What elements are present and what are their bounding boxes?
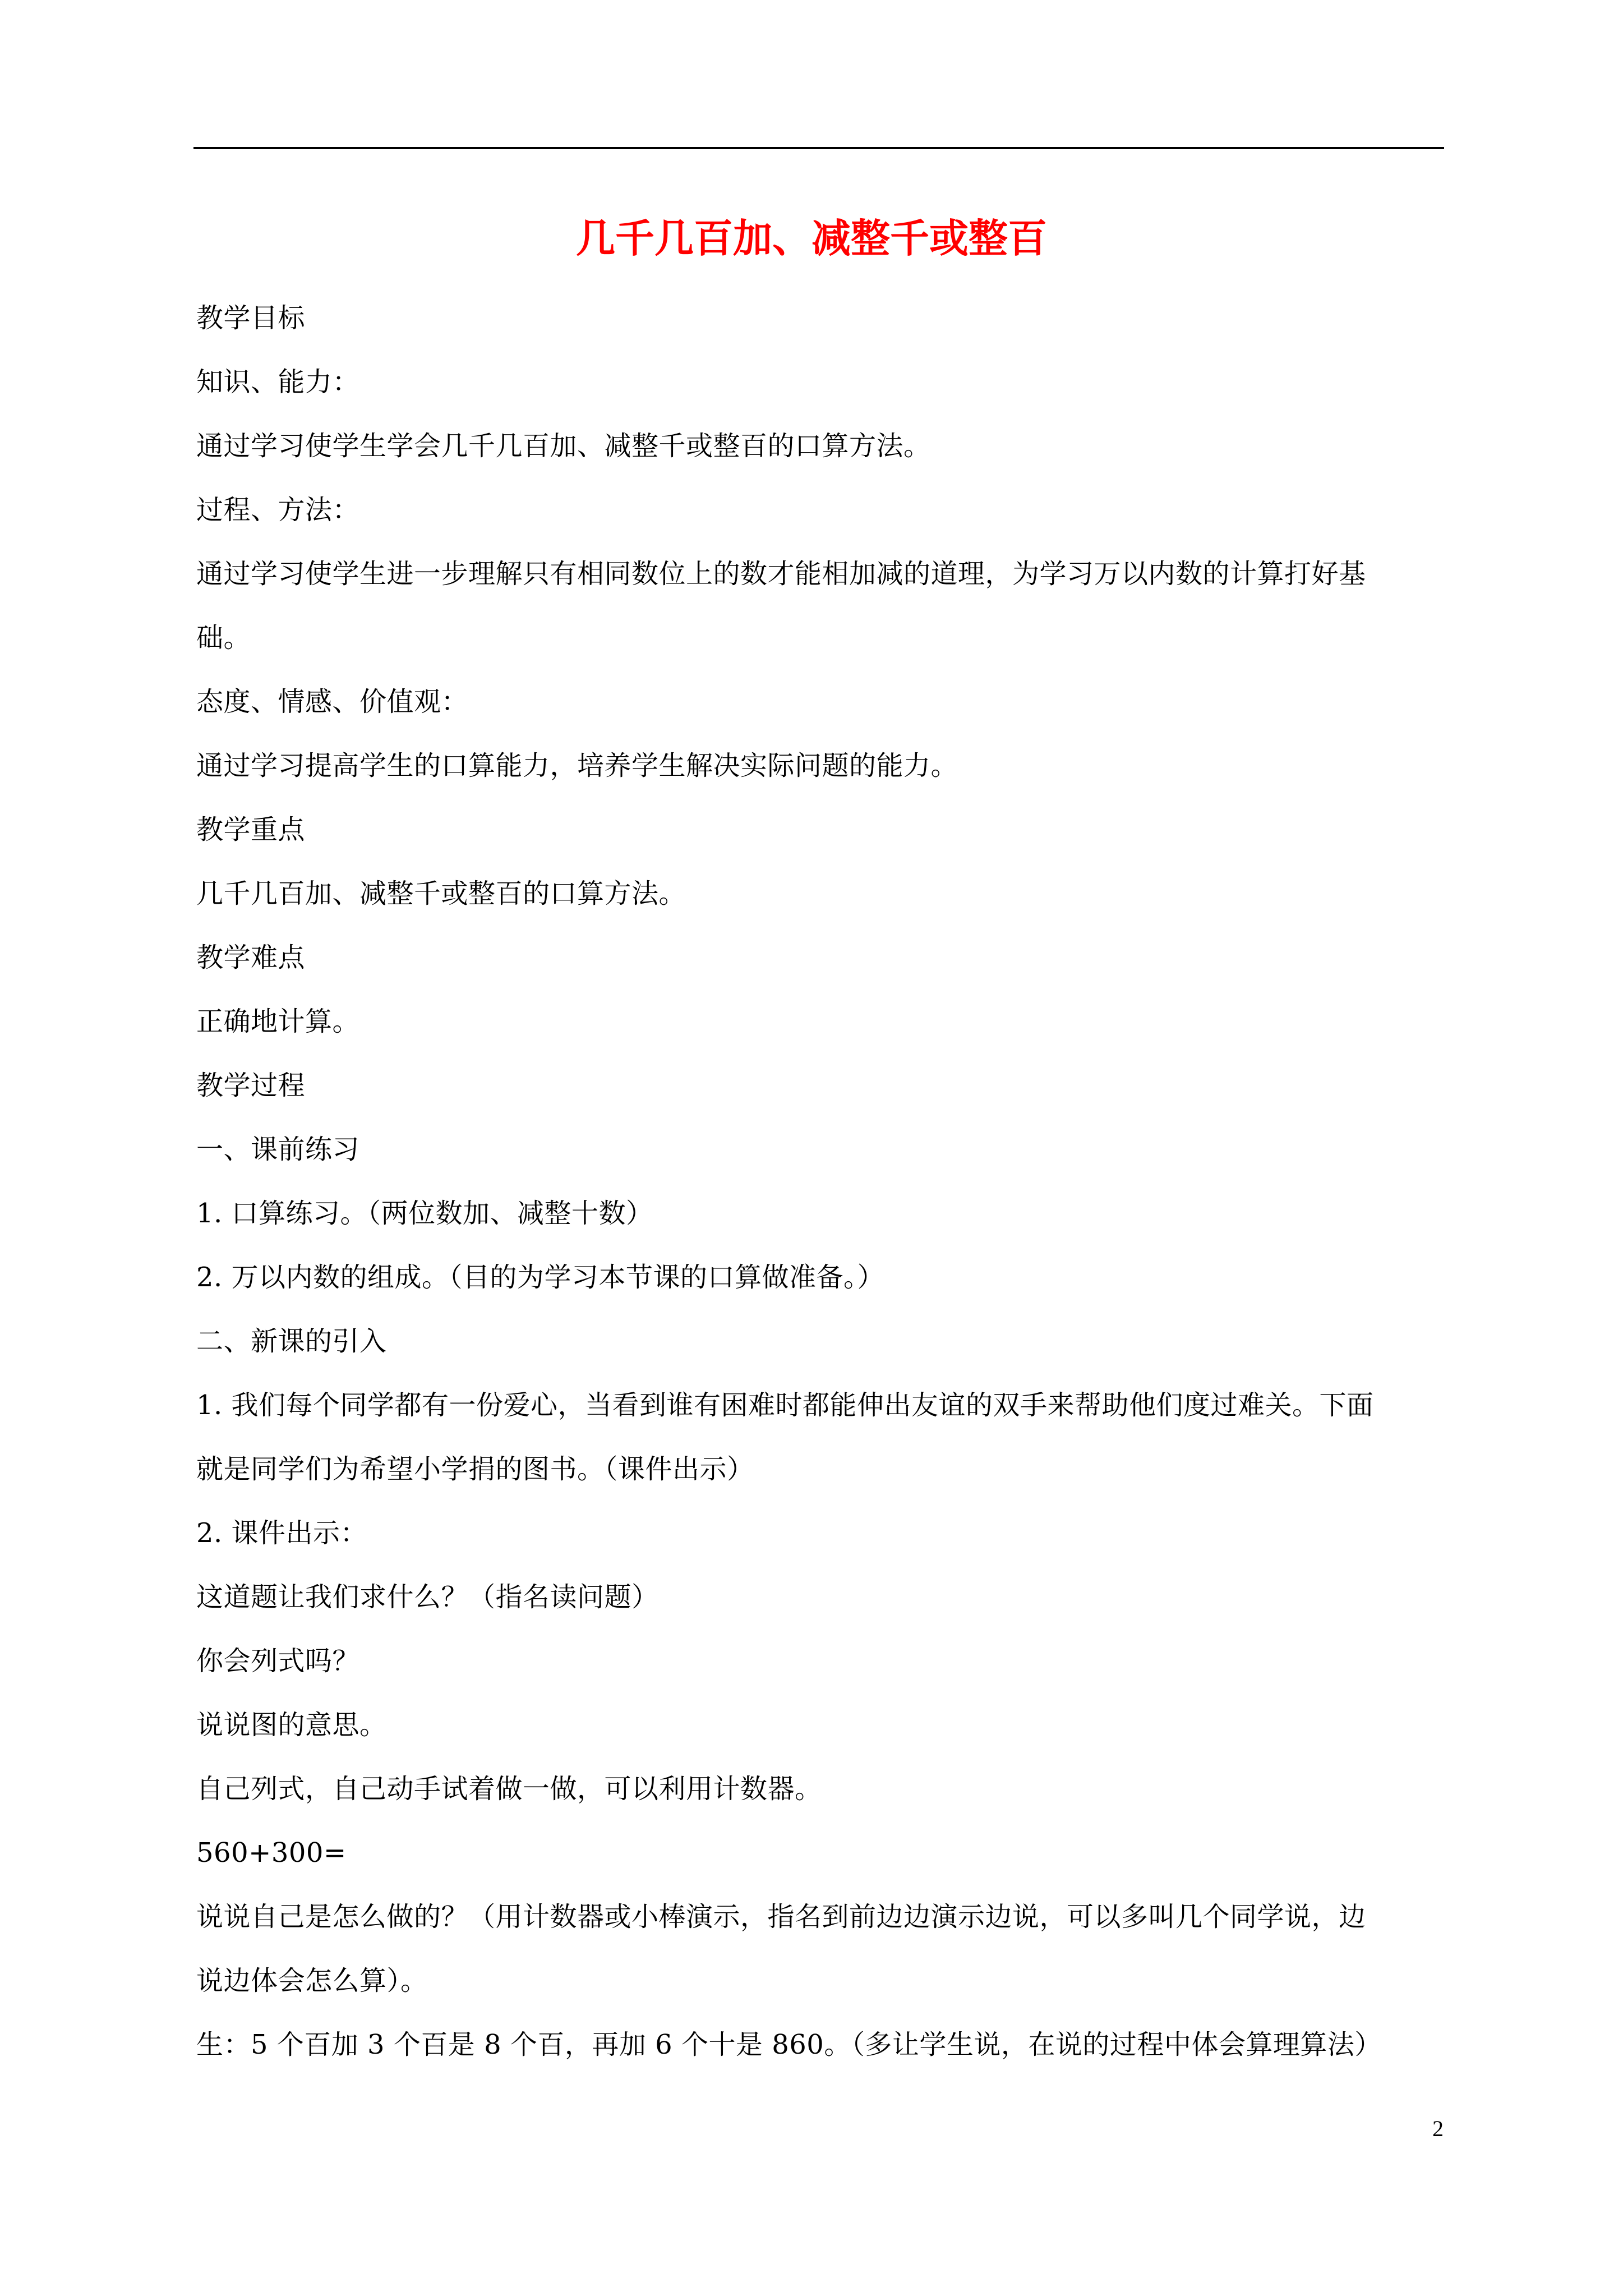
subsection-heading-pre-class-practice: 一、课前练习 <box>196 1134 360 1165</box>
paragraph-line: 你会列式吗？ <box>196 1645 360 1677</box>
document-title: 几千几百加、减整千或整百 <box>576 215 1047 261</box>
list-item: 2. 课件出示： <box>196 1517 368 1549</box>
paragraph-line: 说说图的意思。 <box>196 1709 387 1741</box>
subheading-attitude-values: 态度、情感、价值观： <box>196 686 469 717</box>
paragraph-line: 生：5 个百加 3 个百是 8 个百，再加 6 个十是 860。（多让学生说，在说的过程中体会算理算法） <box>196 2029 1382 2060</box>
subsection-heading-new-lesson-intro: 二、新课的引入 <box>196 1326 387 1357</box>
section-heading-difficulties: 教学难点 <box>196 942 306 973</box>
list-item: 1. 我们每个同学都有一份爱心，当看到谁有困难时都能伸出友谊的双手来帮助他们度过难关。下面 <box>196 1389 1374 1421</box>
section-heading-teaching-process: 教学过程 <box>196 1070 306 1101</box>
list-item: 2. 万以内数的组成。（目的为学习本节课的口算做准备。） <box>196 1262 885 1293</box>
header-rule <box>193 147 1444 149</box>
paragraph-line: 自己列式，自己动手试着做一做，可以利用计数器。 <box>196 1773 822 1805</box>
paragraph-line: 础。 <box>196 622 251 654</box>
paragraph-line: 说说自己是怎么做的？（用计数器或小棒演示，指名到前边边演示边说，可以多叫几个同学说，边 <box>196 1901 1366 1932</box>
paragraph-line: 就是同学们为希望小学捐的图书。（课件出示） <box>196 1453 754 1485</box>
paragraph-line: 说边体会怎么算）。 <box>196 1965 428 1996</box>
paragraph-line: 通过学习提高学生的口算能力，培养学生解决实际问题的能力。 <box>196 750 958 781</box>
paragraph-line: 几千几百加、减整千或整百的口算方法。 <box>196 878 686 909</box>
section-heading-teaching-goals: 教学目标 <box>196 302 306 334</box>
document-body <box>196 286 1453 2077</box>
subheading-process-method: 过程、方法： <box>196 494 360 526</box>
list-item: 1. 口算练习。（两位数加、减整十数） <box>196 1198 653 1229</box>
paragraph-line: 正确地计算。 <box>196 1006 360 1037</box>
page-number: 2 <box>1432 2116 1444 2141</box>
subheading-knowledge-ability: 知识、能力： <box>196 366 360 398</box>
paragraph-line: 这道题让我们求什么？（指名读问题） <box>196 1581 659 1613</box>
equation-line: 560+300= <box>196 1837 347 1869</box>
paragraph-line: 通过学习使学生学会几千几百加、减整千或整百的口算方法。 <box>196 430 931 462</box>
paragraph-line: 通过学习使学生进一步理解只有相同数位上的数才能相加减的道理，为学习万以内数的计算打好基 <box>196 558 1366 590</box>
section-heading-key-points: 教学重点 <box>196 814 306 845</box>
